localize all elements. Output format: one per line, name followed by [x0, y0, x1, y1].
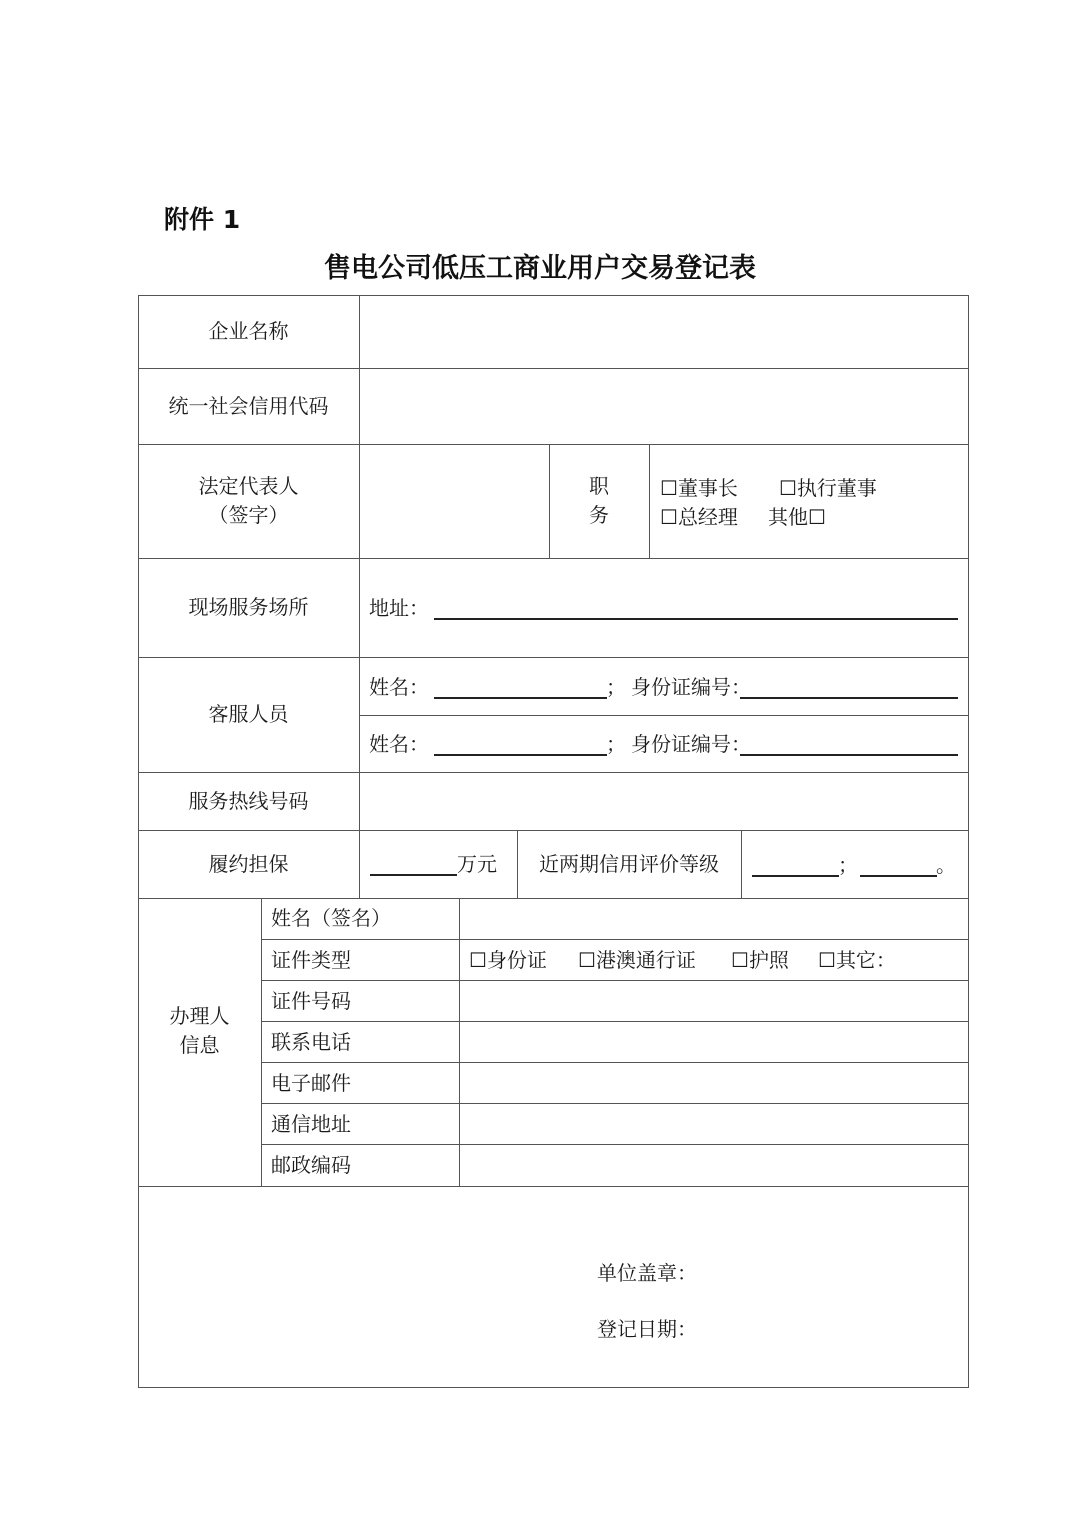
- staff1-sep: ；: [606, 675, 626, 699]
- row-divider: [359, 715, 969, 716]
- legal-rep-label-line1: 法定代表人: [198, 474, 299, 498]
- staff1-name-label: 姓名：: [369, 675, 429, 699]
- legal-rep-label: [138, 444, 359, 558]
- handler-id-type-label: 证件类型: [271, 948, 351, 972]
- guarantee-label: 履约担保: [208, 851, 289, 876]
- handler-id-number-field[interactable]: [460, 981, 968, 1021]
- handler-name-label: 姓名（签名）: [271, 906, 391, 930]
- credit-rating-sep: ；: [838, 853, 858, 877]
- option-label: 执行董事: [796, 476, 877, 500]
- attachment-label: 附件 1: [164, 205, 241, 234]
- staff2-sep: ；: [606, 732, 626, 756]
- address-label: 地址：: [369, 596, 429, 620]
- credit-rating-label: 近两期信用评价等级: [539, 851, 719, 876]
- staff1-name-input-line[interactable]: [434, 697, 607, 699]
- position-option-general-manager[interactable]: [660, 503, 738, 531]
- position-option-chairman[interactable]: [660, 474, 738, 502]
- id-type-option-passport[interactable]: [731, 946, 789, 974]
- staff2-id-label: 身份证编号：: [631, 732, 751, 756]
- handler-address-field[interactable]: [460, 1104, 968, 1144]
- legal-rep-label-line2: （签字）: [208, 503, 289, 527]
- position-option-other[interactable]: [768, 503, 826, 531]
- credit-rating-end: 。: [936, 853, 956, 877]
- address-input-line[interactable]: [434, 618, 958, 620]
- staff1-id-label: 身份证编号：: [631, 675, 751, 699]
- handler-label-line2: 信息: [179, 1033, 220, 1057]
- checkbox-icon[interactable]: ☐: [779, 476, 797, 500]
- col-divider: [741, 830, 742, 898]
- row-divider: [138, 1186, 969, 1187]
- handler-email-label: 电子邮件: [271, 1071, 351, 1095]
- handler-label-line1: 办理人: [169, 1004, 230, 1028]
- col-divider: [261, 898, 262, 1186]
- option-label: 身份证: [486, 948, 547, 972]
- checkbox-icon[interactable]: ☐: [578, 948, 596, 972]
- position-label-line2: 务: [589, 503, 609, 527]
- option-label: 护照: [748, 948, 789, 972]
- credit-rating-2-input-line[interactable]: [860, 875, 937, 877]
- option-label: 总经理: [677, 505, 738, 529]
- handler-name-field[interactable]: [460, 899, 968, 939]
- credit-code-field[interactable]: [360, 369, 968, 444]
- handler-postcode-label: 邮政编码: [271, 1153, 351, 1177]
- guarantee-unit: 万元: [457, 852, 497, 876]
- position-label: [549, 444, 649, 558]
- company-name-label: 企业名称: [208, 319, 289, 343]
- checkbox-icon[interactable]: ☐: [469, 948, 487, 972]
- handler-postcode-field[interactable]: [460, 1145, 968, 1186]
- row-divider: [261, 939, 969, 940]
- option-label: 董事长: [677, 476, 738, 500]
- handler-phone-field[interactable]: [460, 1022, 968, 1062]
- checkbox-icon[interactable]: ☐: [731, 948, 749, 972]
- id-type-option-id-card[interactable]: [469, 946, 547, 974]
- position-label-line1: 职: [589, 474, 609, 498]
- credit-code-label: 统一社会信用代码: [168, 393, 329, 418]
- service-site-label: 现场服务场所: [188, 595, 309, 619]
- legal-rep-signature-field[interactable]: [360, 445, 549, 558]
- option-label: 其他: [768, 505, 808, 529]
- checkbox-icon[interactable]: ☐: [660, 476, 678, 500]
- option-label: 港澳通行证: [595, 948, 696, 972]
- handler-address-label: 通信地址: [271, 1112, 351, 1136]
- position-option-executive-director[interactable]: [779, 474, 877, 502]
- id-type-option-other[interactable]: [818, 946, 896, 974]
- staff2-id-input-line[interactable]: [740, 754, 958, 756]
- registration-date-label: 登记日期：: [597, 1317, 697, 1341]
- option-label: 其它：: [835, 948, 896, 972]
- handler-phone-label: 联系电话: [271, 1030, 351, 1054]
- staff1-id-input-line[interactable]: [740, 697, 958, 699]
- staff2-name-input-line[interactable]: [434, 754, 607, 756]
- hotline-field[interactable]: [360, 773, 968, 830]
- checkbox-icon[interactable]: ☐: [660, 505, 678, 529]
- credit-rating-1-input-line[interactable]: [752, 875, 839, 877]
- company-name-field[interactable]: [360, 296, 968, 368]
- seal-label: 单位盖章：: [597, 1261, 697, 1285]
- col-divider: [649, 444, 650, 558]
- guarantee-amount-input-line[interactable]: [370, 874, 457, 876]
- form-title: 售电公司低压工商业用户交易登记表: [324, 253, 756, 284]
- staff2-name-label: 姓名：: [369, 732, 429, 756]
- service-staff-label: 客服人员: [208, 702, 289, 726]
- handler-id-number-label: 证件号码: [271, 989, 351, 1013]
- handler-label: [138, 898, 261, 1186]
- handler-email-field[interactable]: [460, 1063, 968, 1103]
- checkbox-icon[interactable]: ☐: [808, 505, 826, 529]
- id-type-option-hk-macau-permit[interactable]: [578, 946, 696, 974]
- hotline-label: 服务热线号码: [188, 788, 309, 813]
- checkbox-icon[interactable]: ☐: [818, 948, 836, 972]
